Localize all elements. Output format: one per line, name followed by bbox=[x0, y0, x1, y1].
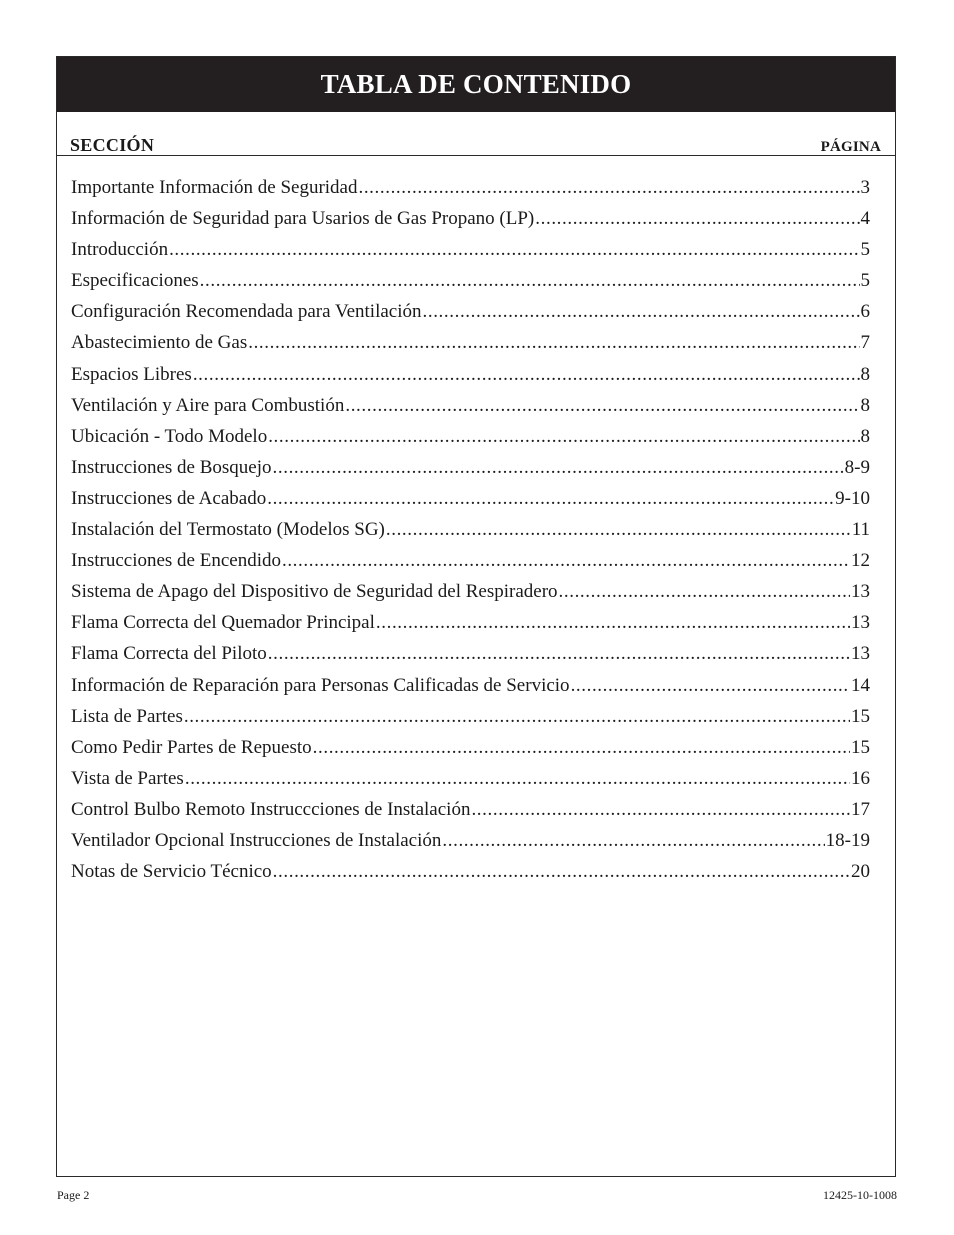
toc-entry-label: Instrucciones de Acabado bbox=[71, 487, 267, 509]
toc-entry-label: Información de Seguridad para Usarios de Gas Propano (LP) bbox=[71, 208, 535, 230]
toc-dot-leader bbox=[268, 426, 859, 448]
toc-dot-leader bbox=[273, 861, 850, 883]
toc-entry bbox=[71, 675, 870, 706]
toc-entry-page: 8 bbox=[860, 394, 870, 416]
toc-entry bbox=[71, 737, 870, 768]
toc-entry bbox=[71, 332, 870, 363]
toc-dot-leader bbox=[559, 581, 850, 603]
toc-entry-label: Instalación del Termostato (Modelos SG) bbox=[71, 519, 385, 541]
toc-entry-label: Lista de Partes bbox=[71, 705, 183, 727]
toc-dot-leader bbox=[169, 239, 859, 261]
toc-dot-leader bbox=[200, 270, 860, 292]
toc-entry bbox=[71, 706, 870, 737]
toc-entry bbox=[71, 270, 870, 301]
toc-entry-page: 11 bbox=[851, 519, 870, 541]
toc-entry-page: 6 bbox=[860, 301, 870, 323]
toc-entry bbox=[71, 239, 870, 270]
toc-dot-leader bbox=[267, 488, 834, 510]
toc-entry bbox=[71, 177, 870, 208]
toc-entry bbox=[71, 488, 870, 519]
toc-dot-leader bbox=[471, 799, 850, 821]
toc-entry-page: 9-10 bbox=[835, 487, 870, 509]
toc-entry-label: Abastecimiento de Gas bbox=[71, 332, 248, 354]
toc-entry bbox=[71, 550, 870, 581]
toc-dot-leader bbox=[386, 519, 851, 541]
toc-entry bbox=[71, 519, 870, 550]
toc-entry-label: Ventilador Opcional Instrucciones de Instalación bbox=[71, 829, 442, 851]
toc-entry-page: 17 bbox=[851, 798, 870, 820]
toc-entry bbox=[71, 208, 870, 239]
toc-entry-label: Sistema de Apago del Dispositivo de Seguridad del Respiradero bbox=[71, 581, 558, 603]
toc-entry-label: Introducción bbox=[71, 239, 169, 261]
toc-entry-label: Configuración Recomendada para Ventilación bbox=[71, 301, 422, 323]
toc-entry-page: 20 bbox=[851, 861, 870, 883]
toc-entry-label: Notas de Servicio Técnico bbox=[71, 861, 272, 883]
toc-dot-leader bbox=[313, 737, 850, 759]
toc-entry-page: 15 bbox=[851, 736, 870, 758]
page-title: TABLA DE CONTENIDO bbox=[57, 57, 895, 112]
toc-entry bbox=[71, 768, 870, 799]
toc-entry-label: Importante Información de Seguridad bbox=[71, 177, 358, 198]
toc-entry-label: Flama Correcta del Quemador Principal bbox=[71, 612, 375, 634]
toc-entry bbox=[71, 612, 870, 643]
toc-entry bbox=[71, 861, 870, 892]
toc-dot-leader bbox=[273, 457, 844, 479]
toc-entry bbox=[71, 799, 870, 830]
toc-entry-label: Especificaciones bbox=[71, 270, 199, 292]
toc-frame bbox=[56, 56, 896, 1177]
toc-entry-page: 18-19 bbox=[825, 829, 870, 851]
toc-dot-leader bbox=[185, 768, 850, 790]
toc-entry-label: Control Bulbo Remoto Instruccciones de Instalación bbox=[71, 798, 471, 820]
toc-entry-page: 3 bbox=[860, 177, 870, 198]
toc-entry-page: 8 bbox=[860, 425, 870, 447]
toc-entry-label: Flama Correcta del Piloto bbox=[71, 643, 267, 665]
toc-dot-leader bbox=[358, 177, 859, 199]
toc-entry bbox=[71, 301, 870, 332]
toc-entry-page: 8 bbox=[860, 363, 870, 385]
toc-entry bbox=[71, 426, 870, 457]
toc-entry-page: 15 bbox=[851, 705, 870, 727]
footer-doc-id: 12425-10-1008 bbox=[823, 1188, 897, 1202]
toc-entry bbox=[71, 830, 870, 861]
toc-entry-page: 14 bbox=[851, 674, 870, 696]
toc-entry-page: 4 bbox=[860, 208, 870, 230]
toc-entry bbox=[71, 643, 870, 674]
toc-dot-leader bbox=[376, 612, 850, 634]
toc-dot-leader bbox=[193, 364, 860, 386]
toc-dot-leader bbox=[268, 643, 850, 665]
toc-entry bbox=[71, 395, 870, 426]
toc-dot-leader bbox=[423, 301, 860, 323]
section-column-label: SECCIÓN bbox=[70, 135, 155, 155]
toc-entry bbox=[71, 457, 870, 488]
toc-entry-page: 7 bbox=[860, 332, 870, 354]
page-column-label: PÁGINA bbox=[820, 139, 881, 155]
toc-entry-page: 5 bbox=[860, 239, 870, 261]
column-header bbox=[57, 135, 895, 156]
toc-dot-leader bbox=[535, 208, 859, 230]
toc-entry-page: 16 bbox=[851, 767, 870, 789]
toc-dot-leader bbox=[571, 675, 850, 697]
toc-entry-page: 5 bbox=[860, 270, 870, 292]
toc-entry-label: Información de Reparación para Personas Calificadas de Servicio bbox=[71, 674, 570, 696]
footer-page-number: Page 2 bbox=[57, 1188, 90, 1202]
toc-entry-label: Instrucciones de Encendido bbox=[71, 550, 281, 572]
toc-entry-page: 8-9 bbox=[844, 456, 870, 478]
toc-dot-leader bbox=[248, 332, 859, 354]
toc-entry-label: Ventilación y Aire para Combustión bbox=[71, 394, 345, 416]
toc-entry bbox=[71, 364, 870, 395]
toc-entry-page: 13 bbox=[851, 643, 870, 665]
toc-entry-label: Instrucciones de Bosquejo bbox=[71, 456, 272, 478]
toc-entry-page: 13 bbox=[851, 612, 870, 634]
toc-entry-label: Espacios Libres bbox=[71, 363, 192, 385]
toc-dot-leader bbox=[442, 830, 824, 852]
toc-list bbox=[71, 177, 870, 892]
toc-dot-leader bbox=[345, 395, 859, 417]
toc-entry bbox=[71, 581, 870, 612]
toc-dot-leader bbox=[282, 550, 850, 572]
toc-entry-page: 13 bbox=[851, 581, 870, 603]
toc-entry-page: 12 bbox=[851, 550, 870, 572]
toc-entry-label: Como Pedir Partes de Repuesto bbox=[71, 736, 312, 758]
toc-entry-label: Vista de Partes bbox=[71, 767, 184, 789]
toc-dot-leader bbox=[184, 706, 850, 728]
toc-entry-label: Ubicación - Todo Modelo bbox=[71, 425, 268, 447]
